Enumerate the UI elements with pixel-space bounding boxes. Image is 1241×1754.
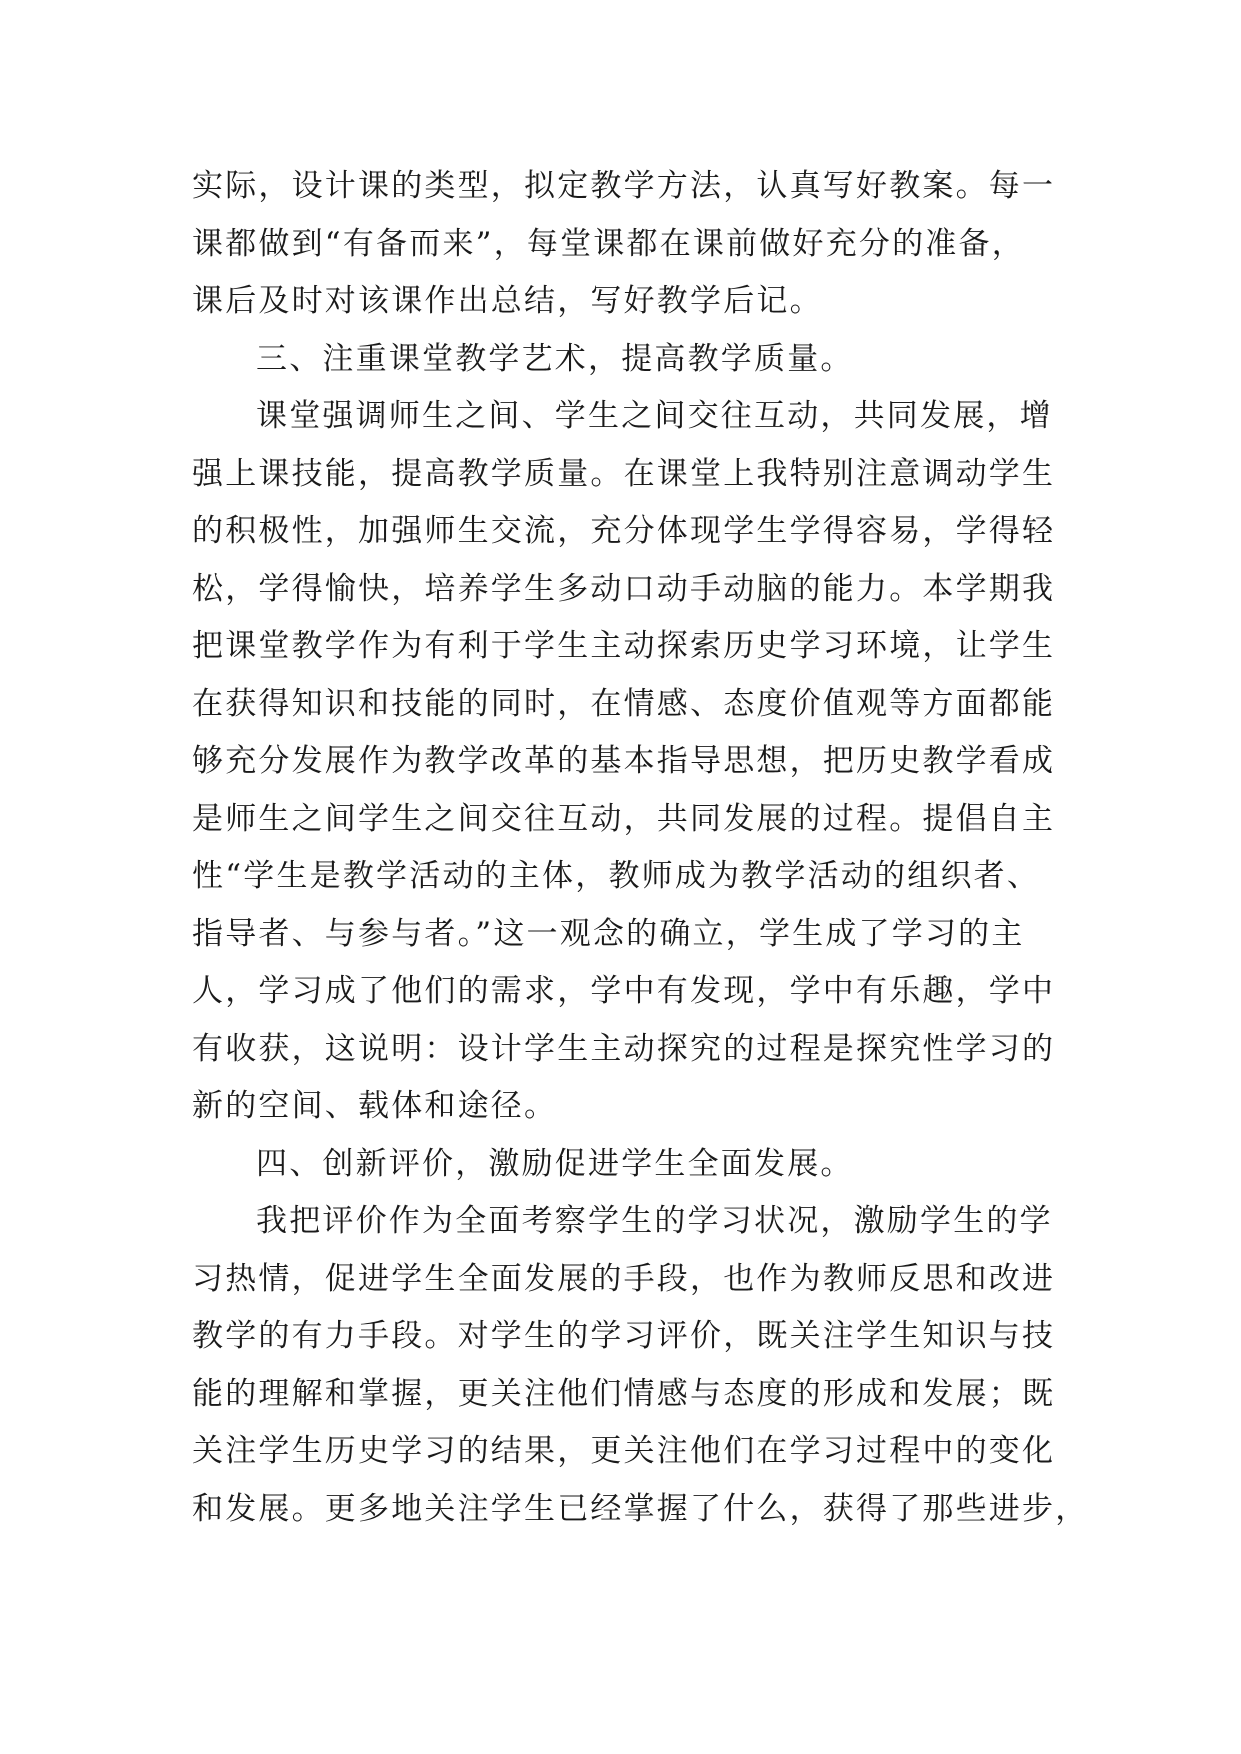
- text-line: 教学的有力手段。对学生的学习评价，既关注学生知识与技: [192, 1318, 1056, 1354]
- text-line: 把课堂教学作为有利于学生主动探索历史学习环境，让学生: [192, 628, 1056, 664]
- text-line: 实际，设计课的类型，拟定教学方法，认真写好教案。每一: [192, 168, 1056, 204]
- text-line: 人，学习成了他们的需求，学中有发现，学中有乐趣，学中: [192, 973, 1056, 1009]
- text-line: 关注学生历史学习的结果，更关注他们在学习过程中的变化: [192, 1433, 1056, 1469]
- text-line: 习热情，促进学生全面发展的手段，也作为教师反思和改进: [192, 1260, 1056, 1297]
- text-line: 课后及时对该课作出总结，写好教学后记。: [192, 283, 823, 319]
- text-line: 和发展。更多地关注学生已经掌握了什么，获得了那些进步，: [192, 1490, 1089, 1527]
- text-line: 课都做到“有备而来”，每堂课都在课前做好充分的准备，: [192, 225, 1025, 262]
- text-line: 新的空间、载体和途径。: [192, 1088, 558, 1124]
- text-line: 性“学生是教学活动的主体，教师成为教学活动的组织者、: [192, 858, 1041, 894]
- text-line: 在获得知识和技能的同时，在情感、态度价值观等方面都能: [192, 685, 1056, 722]
- body-text: [192, 158, 1089, 1538]
- text-line: 课堂强调师生之间、学生之间交往互动，共同发展，增: [256, 398, 1053, 434]
- text-line: 强上课技能，提高教学质量。在课堂上我特别注意调动学生: [192, 455, 1056, 492]
- section-heading: 四、创新评价，激励促进学生全面发展。: [256, 1145, 854, 1182]
- text-line: 松，学得愉快，培养学生多动口动手动脑的能力。本学期我: [192, 570, 1056, 607]
- text-line: 是师生之间学生之间交往互动，共同发展的过程。提倡自主: [192, 800, 1056, 837]
- text-line: 我把评价作为全面考察学生的学习状况，激励学生的学: [256, 1203, 1053, 1239]
- text-line: 能的理解和掌握，更关注他们情感与态度的形成和发展；既: [192, 1375, 1056, 1412]
- text-line: 够充分发展作为教学改革的基本指导思想，把历史教学看成: [192, 743, 1056, 779]
- section-heading: 三、注重课堂教学艺术，提高教学质量。: [256, 340, 854, 377]
- text-line: 的积极性，加强师生交流，充分体现学生学得容易，学得轻: [192, 513, 1056, 549]
- text-line: 指导者、与参与者。”这一观念的确立，学生成了学习的主: [192, 915, 1025, 952]
- text-line: 有收获，这说明：设计学生主动探究的过程是探究性学习的: [192, 1030, 1056, 1067]
